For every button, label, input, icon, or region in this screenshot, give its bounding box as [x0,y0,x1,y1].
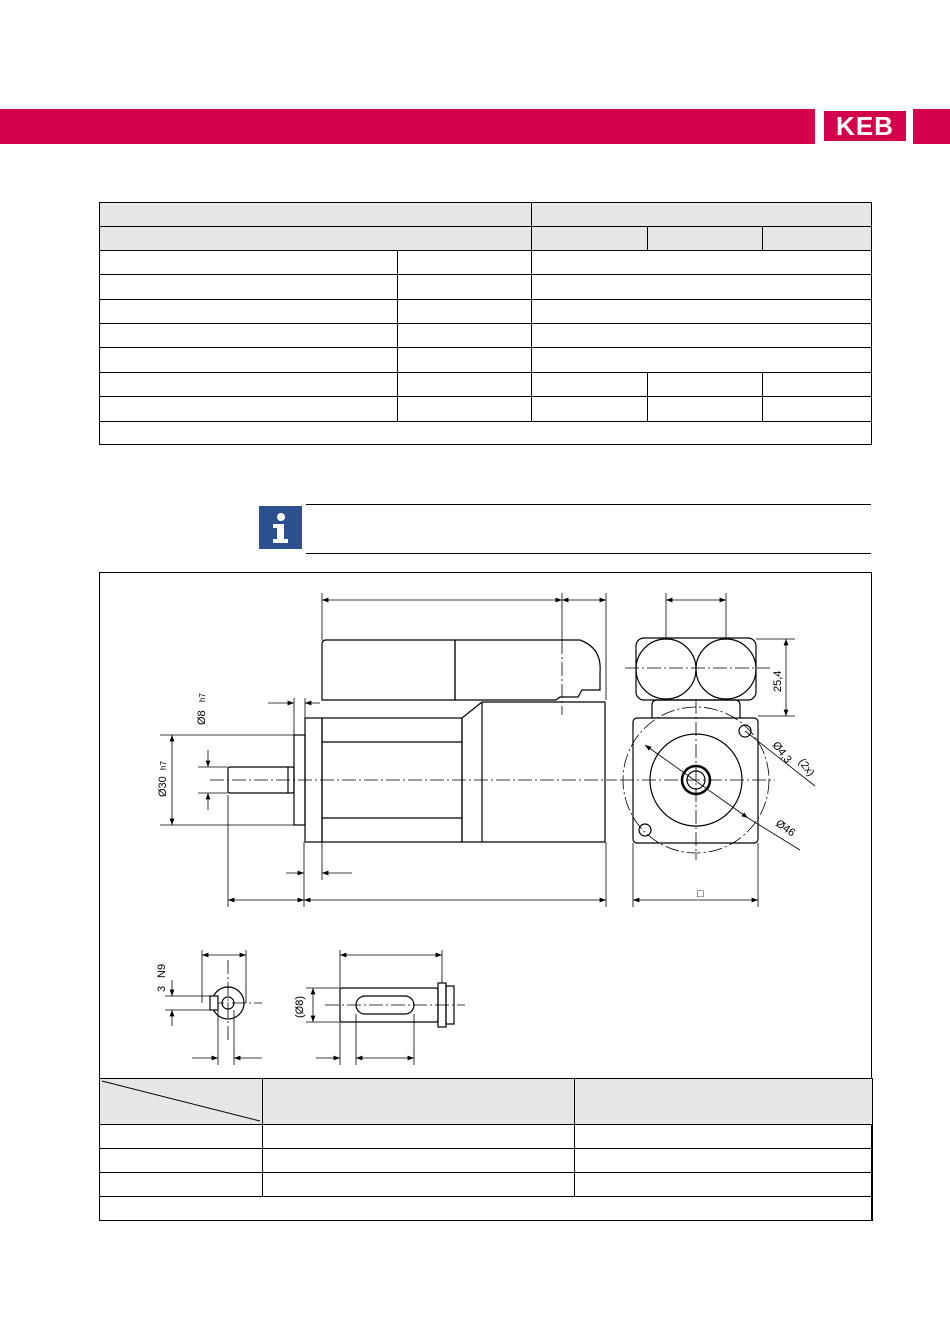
square-symbol: □ [697,888,704,900]
table-row [100,1125,873,1149]
dimension-labels [156,671,817,1018]
key-tol-label: N9 [156,963,168,978]
shaft-dia-label: Ø8 [196,710,208,725]
dimensions-table [99,1078,873,1221]
hole-count-label: (2x) [795,756,817,779]
table-cell [263,1149,575,1173]
diagonal-line [100,1079,263,1123]
table-cell [263,1173,575,1197]
table-cell [100,1125,263,1149]
table-cell [575,1125,873,1149]
shaft-dia-ref-label: (Ø8) [294,996,306,1018]
logo-text: KEB [836,111,894,141]
table-header-row [100,1079,873,1125]
key-width-label: 3 [156,985,168,992]
flange-tol-label: h7 [159,761,168,770]
table-cell [575,1173,873,1197]
shaft-key-dimensions [306,950,442,1065]
motor-side-view [228,640,605,842]
table-footnote-row [100,1197,873,1221]
height-label: 25,4 [772,670,784,692]
table-cell [100,1197,873,1221]
flange-dia-label: Ø30 [157,776,169,797]
table-row [100,1173,873,1197]
table-cell [100,1149,263,1173]
table-header-cell [263,1079,575,1125]
table-row [100,1149,873,1173]
table-cell [263,1125,575,1149]
table-header-cell [575,1079,873,1125]
shaft-tol-label: h7 [198,693,207,702]
table-cell [575,1149,873,1173]
hole-dia-label: Ø4,3 [769,739,794,766]
bolt-circle-label: Ø46 [773,817,798,840]
table-cell [100,1173,263,1197]
diagonal-header-cell [100,1079,263,1125]
